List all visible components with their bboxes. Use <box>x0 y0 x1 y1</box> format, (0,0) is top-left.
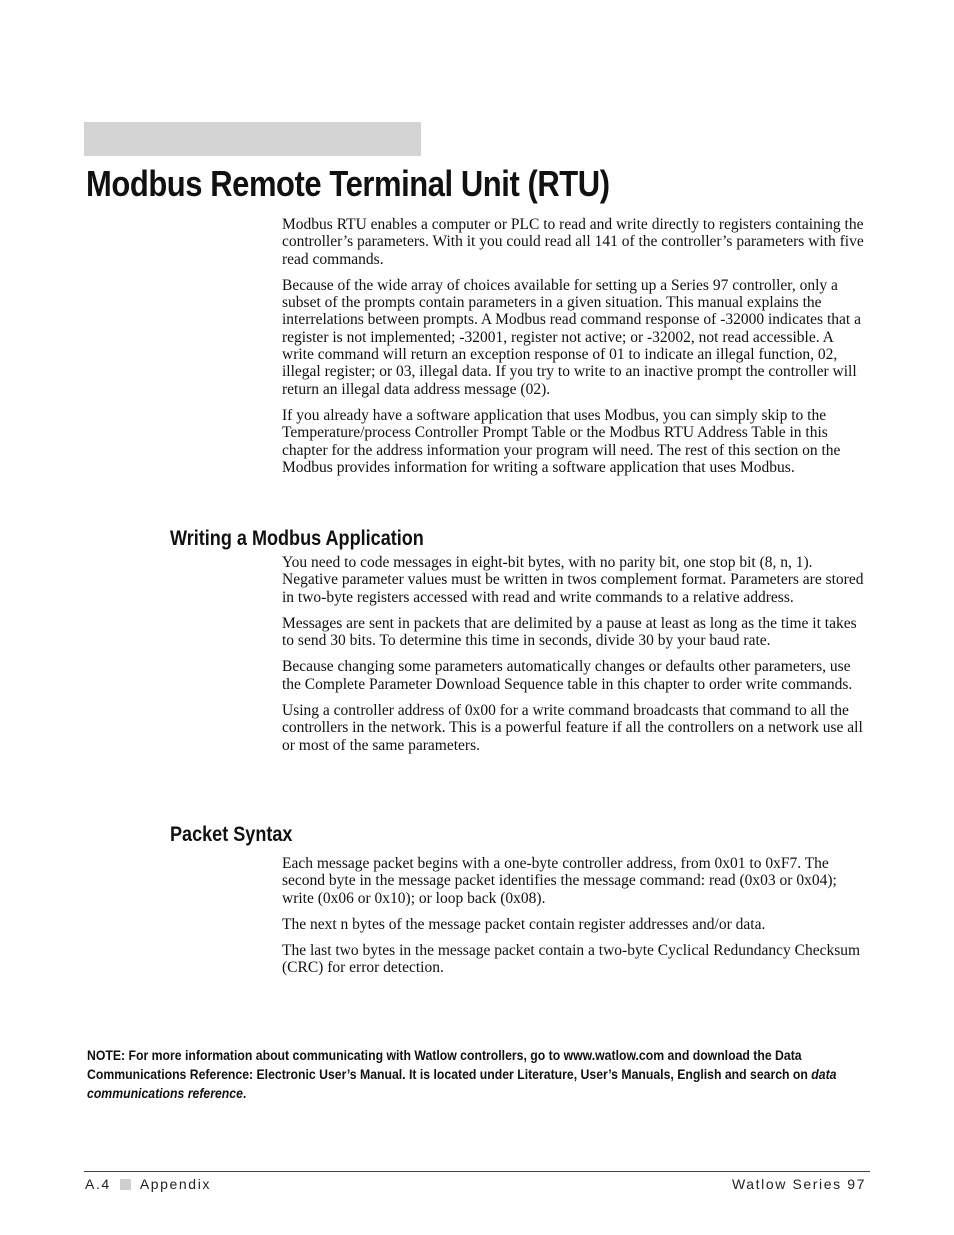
intro-paragraph-1: Modbus RTU enables a computer or PLC to read and write directly to registers containing the controller’s parameters. With it you could read all 141 of the controller’s parameters with five read commands. <box>282 216 864 268</box>
writing-paragraph-4: Using a controller address of 0x00 for a write command broadcasts that command to all the controllers in the network. This is a powerful feature if all the controllers on a network use all or most of the same parameters. <box>282 702 863 754</box>
footer-rule <box>84 1171 870 1172</box>
footer-product: Watlow Series 97 <box>731 1176 866 1192</box>
square-separator-icon <box>120 1179 131 1190</box>
writing-application-block <box>282 554 867 763</box>
writing-paragraph-3: Because changing some parameters automatically changes or defaults other parameters, use the Complete Parameter Download Sequence table in this chapter to order write commands. <box>282 658 853 693</box>
writing-paragraph-1: You need to code messages in eight-bit bytes, with no parity bit, one stop bit (8, n, 1). Negative parameter values must be written in twos complement format. Parameters are stored in two-byte registers accessed with read and write commands to a relative address. <box>282 554 864 606</box>
section-heading-writing-modbus-application: Writing a Modbus Application <box>170 527 424 550</box>
packet-paragraph-2: The next n bytes of the message packet contain register addresses and/or data. <box>282 915 766 933</box>
page-title: Modbus Remote Terminal Unit (RTU) <box>86 163 610 204</box>
writing-paragraph-2: Messages are sent in packets that are delimited by a pause at least as long as the time it takes to send 30 bits. To determine this time in seconds, divide 30 by your baud rate. <box>282 614 857 650</box>
footer-left <box>85 1176 211 1192</box>
header-grey-bar <box>84 122 421 156</box>
note-text: NOTE: For more information about communicating with Watlow controllers, go to www.watlow.com and download the Data Communications Reference: Electronic User’s Manual. It is located under Literature, User’s Manuals, English and search on <box>87 1047 812 1082</box>
note-block <box>87 1046 857 1103</box>
packet-syntax-block <box>282 855 867 986</box>
intro-paragraph-2: Because of the wide array of choices available for setting up a Series 97 controller, only a subset of the prompts contain parameters in a given situation. This manual explains the interrelations between prompts. A Modbus read command response of -32000 indicates that a register is not implemented; -32001, register not active; or -32002, not read accessible. A write command will return an exception response of 01 to indicate an illegal function, 02, illegal register; or 03, illegal data. If you try to write to an inactive prompt the controller will return an illegal data address message (02). <box>282 276 861 398</box>
packet-paragraph-1: Each message packet begins with a one-byte controller address, from 0x01 to 0xF7. The second byte in the message packet identifies the message command: read (0x03 or 0x04); write (0x06 or 0x10); or loop back (0x08). <box>282 855 837 907</box>
packet-paragraph-3: The last two bytes in the message packet contain a two-byte Cyclical Redundancy Checksum (CRC) for error detection. <box>282 942 861 977</box>
footer-section: Appendix <box>139 1176 212 1192</box>
section-heading-packet-syntax: Packet Syntax <box>170 823 293 846</box>
note-end: . <box>242 1085 247 1101</box>
footer-page-number: A.4 <box>85 1176 111 1192</box>
intro-paragraph-3: If you already have a software application that uses Modbus, you can simply skip to the Temperature/process Controller Prompt Table or the Modbus RTU Address Table in this chapter for the address information your program will need. The rest of this section on the Modbus provides information for writing a software application that uses Modbus. <box>282 406 841 476</box>
intro-block <box>282 216 867 485</box>
note-emphasis: data communications reference <box>87 1066 837 1101</box>
